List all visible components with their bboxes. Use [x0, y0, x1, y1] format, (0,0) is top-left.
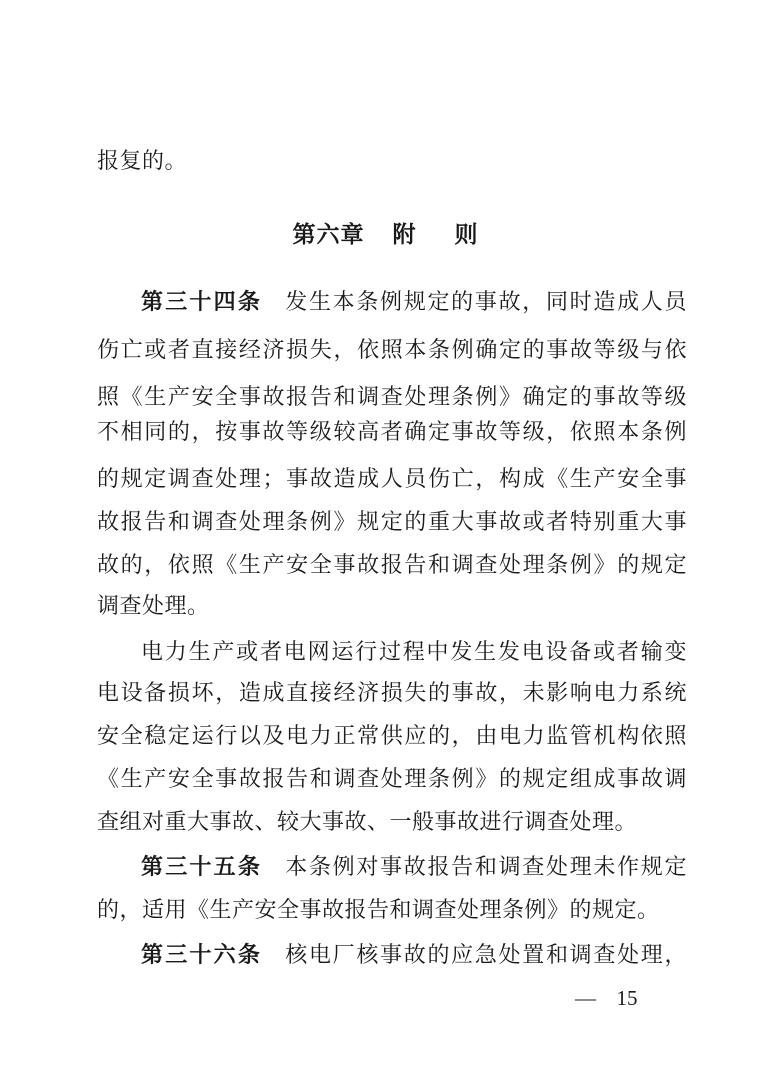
- article-34-line-1: [141, 288, 687, 318]
- article-35-line-1: [141, 853, 687, 883]
- article-34-text: 发生本条例规定的事故，同时造成人员: [284, 290, 687, 315]
- article-35-text: 本条例对事故报告和调查处理未作规定: [284, 855, 687, 880]
- paragraph-2-line-2: 电设备损坏，造成直接经济损失的事故，未影响电力系统: [97, 681, 687, 706]
- page-footer: [575, 983, 638, 1013]
- article-34-line-6: 故报告和调查处理条例》规定的重大事故或者特别重大事: [97, 510, 687, 535]
- page-number: 15: [616, 986, 638, 1010]
- article-34-line-2: 伤亡或者直接经济损失，依照本条例确定的事故等级与依: [97, 338, 687, 363]
- article-34-line-3: 照《生产安全事故报告和调查处理条例》确定的事故等级: [97, 385, 687, 410]
- footer-dash: —: [575, 986, 596, 1010]
- article-36-text: 核电厂核事故的应急处置和调查处理，: [284, 943, 687, 968]
- chapter-heading: [0, 219, 771, 251]
- article-34-line-5: 的规定调查处理；事故造成人员伤亡，构成《生产安全事: [97, 467, 687, 492]
- article-34-line-4: 不相同的，按事故等级较高者确定事故等级，依照本条例: [97, 420, 687, 445]
- paragraph-2-line-5: 查组对重大事故、较大事故、一般事故进行调查处理。: [97, 810, 638, 835]
- article-35-label: 第三十五条: [141, 855, 263, 880]
- chapter-word-2: 则: [454, 222, 479, 248]
- article-36-label: 第三十六条: [141, 943, 263, 968]
- chapter-word-1: 附: [392, 222, 417, 248]
- article-34-label: 第三十四条: [141, 290, 263, 315]
- paragraph-2-line-1: 电力生产或者电网运行过程中发生发电设备或者输变: [141, 640, 687, 665]
- continued-text-line: [97, 147, 687, 177]
- fragment-text: 报复的。: [97, 149, 188, 174]
- article-35-line-2: 的，适用《生产安全事故报告和调查处理条例》的规定。: [97, 898, 660, 923]
- article-34-line-8: 调查处理。: [97, 594, 210, 619]
- paragraph-2-line-4: 《生产安全事故报告和调查处理条例》的规定组成事故调: [97, 767, 687, 792]
- paragraph-2-line-3: 安全稳定运行以及电力正常供应的，由电力监管机构依照: [97, 724, 687, 749]
- article-36-line-1: [141, 941, 687, 971]
- article-34-line-7: 故的，依照《生产安全事故报告和调查处理条例》的规定: [97, 553, 687, 578]
- chapter-number: 第六章: [292, 222, 365, 248]
